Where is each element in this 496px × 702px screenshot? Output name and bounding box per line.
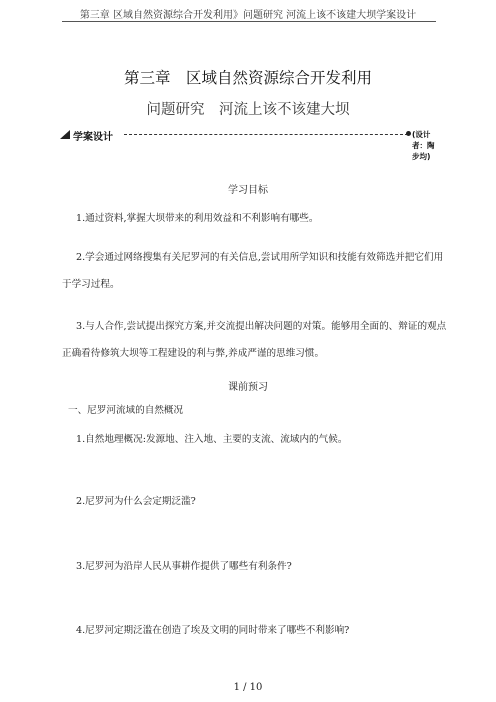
triangle-icon <box>60 130 70 139</box>
header-rule <box>62 21 436 22</box>
preview-heading: 课前预习 <box>228 382 268 393</box>
banner-label: 学案设计 <box>73 132 113 143</box>
question-3: 3.尼罗河为沿岸人民从事耕作提供了哪些有利条件? <box>76 561 292 572</box>
banner-dashed-line <box>124 134 408 135</box>
goal-2-line-1: 2.学会通过网络搜集有关尼罗河的有关信息,尝试用所学知识和技能有效筛选并把它们用 <box>76 252 444 263</box>
question-4: 4.尼罗河定期泛滥在创造了埃及文明的同时带来了哪些不利影响? <box>76 625 350 636</box>
banner-designer: (设计者：陶步均) <box>412 130 435 161</box>
goal-3-line-1: 3.与人合作,尝试提出探究方案,并交流提出解决问题的对策。能够用全面的、辩证的观点 <box>76 321 447 332</box>
goals-heading: 学习目标 <box>228 185 268 196</box>
page-number: 1 / 10 <box>233 682 263 693</box>
question-2: 2.尼罗河为什么会定期泛滥? <box>76 496 196 507</box>
goal-3-line-2: 正确看待修筑大坝等工程建设的利与弊,养成严谨的思维习惯。 <box>62 348 325 359</box>
goal-1-line-1: 1.通过资料,掌握大坝带来的利用效益和不利影响有哪些。 <box>76 213 319 224</box>
question-1: 1.自然地理概况:发源地、注入地、主要的支流、流域内的气候。 <box>76 434 348 445</box>
chapter-subtitle: 问题研究 河流上该不该建大坝 <box>146 102 350 118</box>
study-plan-banner <box>60 128 438 161</box>
preview-subheading: 一、尼罗河流域的自然概况 <box>68 405 184 416</box>
page-header: 第三章 区域自然资源综合开发利用》问题研究 河流上该不该建大坝学案设计 <box>79 10 417 21</box>
chapter-title: 第三章 区域自然资源综合开发利用 <box>123 69 372 87</box>
goal-2-line-2: 于学习过程。 <box>62 279 120 290</box>
banner-dot <box>406 131 411 136</box>
